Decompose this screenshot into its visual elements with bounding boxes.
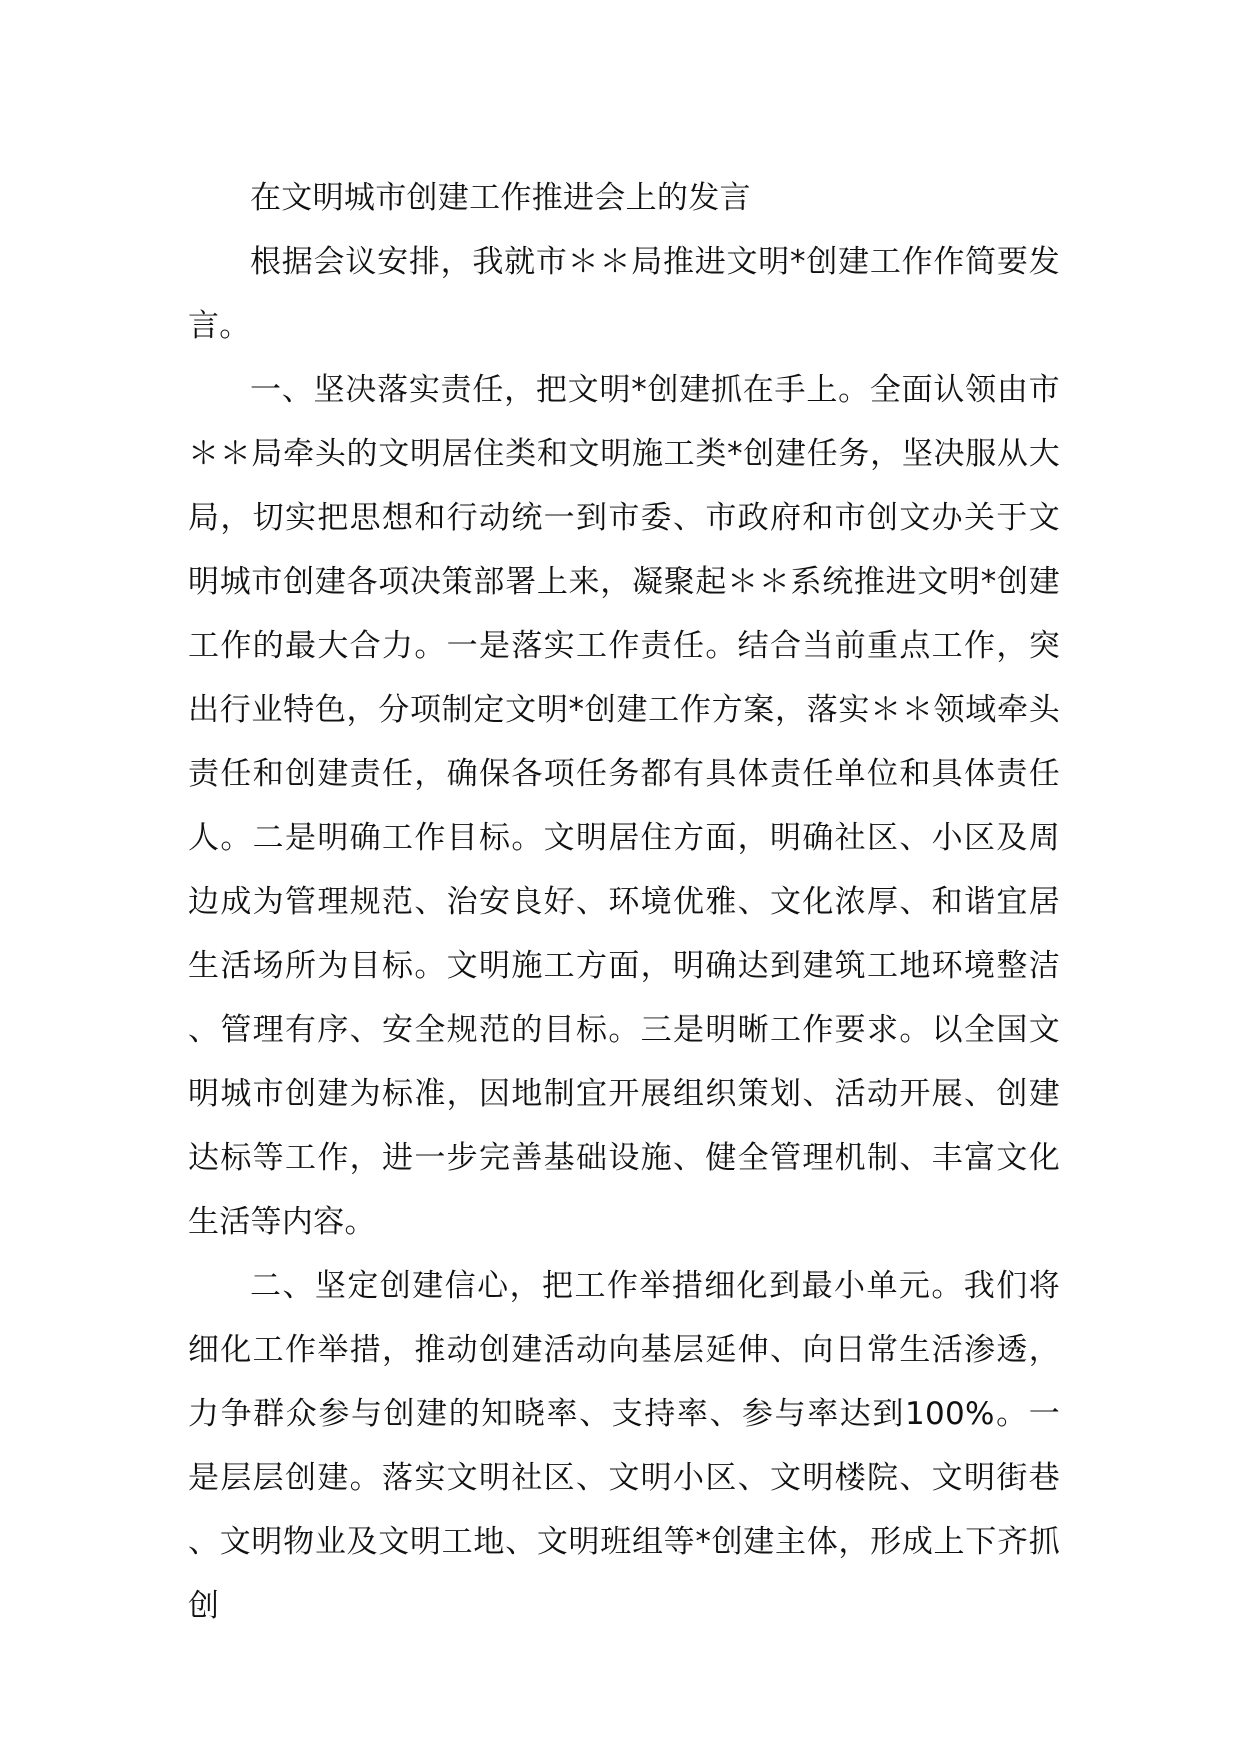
paragraph-section-one: 一、坚决落实责任，把文明*创建抓在手上。全面认领由市＊＊局牵头的文明居住类和文明施工类*创建任务，坚决服从大局，切实把思想和行动统一到市委、市政府和市创文办关于文明城市创建各项决策部署上来，凝聚起＊＊系统推进文明*创建工作的最大合力。一是落实工作责任。结合当前重点工作，突出行业特色，分项制定文明*创建工作方案，落实＊＊领域牵头责任和创建责任，确保各项任务都有具体责任单位和具体责任人。二是明确工作目标。文明居住方面，明确社区、小区及周边成为管理规范、治安良好、环境优雅、文化浓厚、和谐宜居生活场所为目标。文明施工方面，明确达到建筑工地环境整洁、管理有序、安全规范的目标。三是明晰工作要求。以全国文明城市创建为标准，因地制宜开展组织策划、活动开展、创建达标等工作，进一步完善基础设施、健全管理机制、丰富文化生活等内容。: [188, 372, 1060, 1240]
paragraph-section-two: 二、坚定创建信心，把工作举措细化到最小单元。我们将细化工作举措，推动创建活动向基层延伸、向日常生活渗透，力争群众参与创建的知晓率、支持率、参与率达到100%。一是层层创建。落实文明社区、文明小区、文明楼院、文明街巷、文明物业及文明工地、文明班组等*创建主体，形成上下齐抓创: [188, 1268, 1060, 1624]
document-body: [188, 166, 1060, 1638]
document-title: 在文明城市创建工作推进会上的发言: [250, 180, 751, 216]
paragraph-intro: 根据会议安排，我就市＊＊局推进文明*创建工作作简要发言。: [188, 244, 1060, 344]
